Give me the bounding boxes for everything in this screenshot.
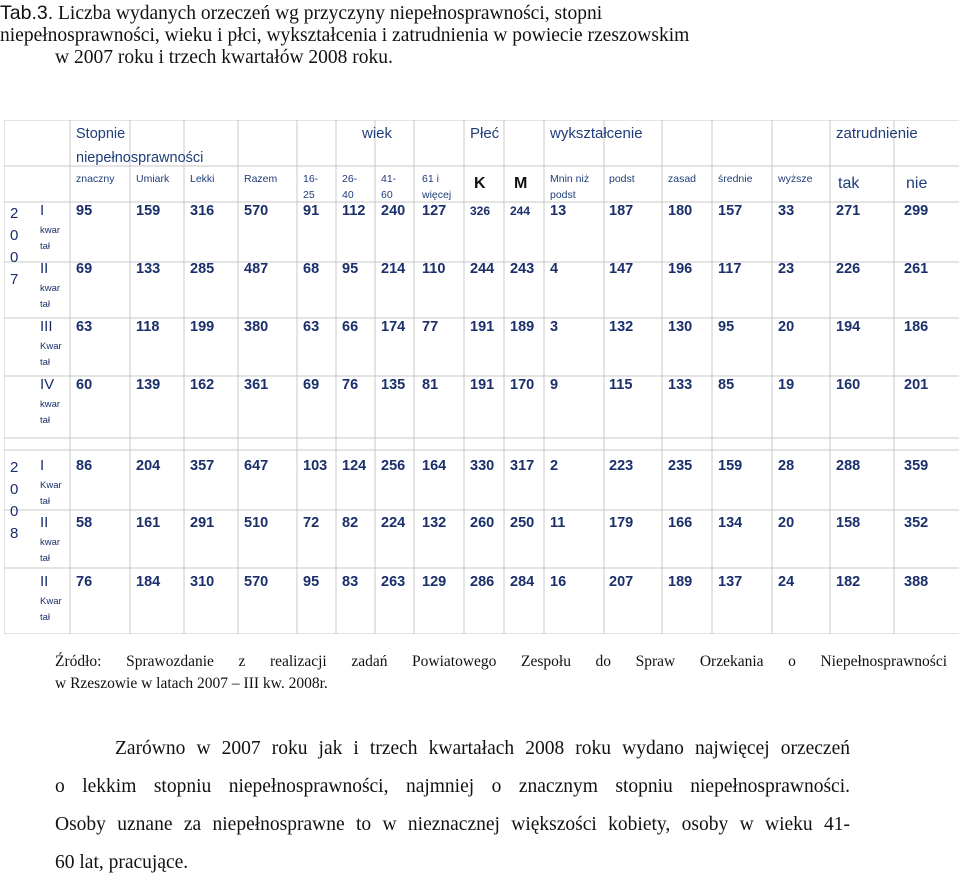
paragraph-line-1: Zarówno w 2007 roku jak i trzech kwartałach 2008 roku wydano najwięcej orzeczeń: [115, 738, 850, 759]
table-cell: 388: [904, 574, 929, 590]
column-header: 60: [381, 189, 393, 201]
table-cell: 76: [76, 574, 93, 590]
table-cell: 16: [550, 574, 567, 590]
caption-line-2: niepełnosprawności, wieku i płci, wykształcenia i zatrudnienia w powiecie rzeszowskim: [0, 25, 690, 46]
table-cell: 284: [510, 574, 535, 590]
table-cell: 288: [836, 458, 861, 474]
table-cell: 147: [609, 261, 634, 277]
quarter-label: kwar: [40, 225, 61, 236]
table-cell: 129: [422, 574, 447, 590]
table-cell: 86: [76, 458, 93, 474]
table-cell: 133: [136, 261, 161, 277]
table-cell: 291: [190, 515, 215, 531]
table-cell: 182: [836, 574, 861, 590]
table-cell: 380: [244, 319, 269, 335]
table-cell: 81: [422, 377, 439, 393]
column-header: Mnin niż: [550, 173, 590, 185]
table-cell: 130: [668, 319, 693, 335]
header-stopnie-line2: niepełnosprawności: [76, 150, 204, 166]
table-cell: 161: [136, 515, 161, 531]
column-header: 61 i: [422, 173, 439, 185]
table-cell: 187: [609, 203, 634, 219]
data-table-image: [4, 120, 959, 634]
table-cell: 170: [510, 377, 535, 393]
column-header: nie: [906, 175, 928, 192]
table-cell: 82: [342, 515, 359, 531]
table-cell: 135: [381, 377, 406, 393]
table-cell: 13: [550, 203, 567, 219]
caption-line-1: [0, 2, 947, 25]
table-cell: 243: [510, 261, 535, 277]
table-cell: 127: [422, 203, 447, 219]
table-cell: 95: [342, 261, 359, 277]
paragraph-line-4: 60 lat, pracujące.: [55, 852, 189, 873]
quarter-label: tał: [40, 241, 51, 252]
body-paragraph: [55, 730, 850, 882]
quarter-label: kwar: [40, 399, 61, 410]
quarter-roman: I: [40, 202, 45, 219]
source-line-2: w Rzeszowie w latach 2007 – III kw. 2008r.: [55, 675, 328, 692]
table-cell: 224: [381, 515, 406, 531]
column-header: Umiark: [136, 173, 170, 185]
quarter-roman: II: [40, 573, 49, 590]
column-header: 40: [342, 189, 354, 201]
table-cell: 174: [381, 319, 406, 335]
year-digit: 0: [10, 503, 19, 520]
table-cell: 72: [303, 515, 320, 531]
table-cell: 11: [550, 515, 566, 531]
table-cell: 299: [904, 203, 929, 219]
table-cell: 647: [244, 458, 269, 474]
table-cell: 214: [381, 261, 406, 277]
table-cell: 235: [668, 458, 693, 474]
table-cell: 23: [778, 261, 795, 277]
table-cell: 487: [244, 261, 269, 277]
data-table: [4, 120, 959, 634]
caption-label: Tab.3.: [0, 2, 54, 24]
caption-line-3: w 2007 roku i trzech kwartałów 2008 roku.: [55, 47, 393, 68]
table-cell: 124: [342, 458, 367, 474]
table-cell: 159: [718, 458, 743, 474]
column-header: 41-: [381, 173, 397, 185]
table-cell: 164: [422, 458, 447, 474]
table-cell: 184: [136, 574, 161, 590]
table-cell: 103: [303, 458, 328, 474]
table-cell: 330: [470, 458, 495, 474]
header-zatrudnienie: zatrudnienie: [836, 125, 918, 142]
column-header: M: [514, 175, 528, 192]
table-cell: 20: [778, 319, 795, 335]
table-cell: 28: [778, 458, 795, 474]
table-cell: 132: [609, 319, 634, 335]
table-cell: 286: [470, 574, 495, 590]
table-cell: 256: [381, 458, 406, 474]
table-cell: 117: [718, 261, 742, 277]
table-cell: 157: [718, 203, 743, 219]
table-cell: 244: [470, 261, 495, 277]
table-cell: 69: [303, 377, 320, 393]
table-cell: 19: [778, 377, 795, 393]
table-cell: 58: [76, 515, 93, 531]
table-cell: 361: [244, 377, 269, 393]
year-digit: 2: [10, 205, 19, 222]
column-header: znaczny: [76, 173, 115, 185]
quarter-label: tał: [40, 357, 51, 368]
table-cell: 76: [342, 377, 359, 393]
column-header: wyższe: [778, 173, 813, 185]
table-cell: 271: [836, 203, 861, 219]
table-cell: 191: [470, 319, 495, 335]
table-cell: 260: [470, 515, 495, 531]
column-header: więcej: [422, 189, 452, 201]
table-cell: 63: [76, 319, 93, 335]
column-header: 25: [303, 189, 315, 201]
table-cell: 115: [609, 377, 633, 393]
table-cell: 83: [342, 574, 359, 590]
table-cell: 189: [510, 319, 535, 335]
quarter-label: kwar: [40, 537, 61, 548]
table-cell: 244: [510, 204, 531, 218]
table-cell: 326: [470, 204, 491, 218]
table-cell: 95: [718, 319, 735, 335]
column-header: tak: [838, 175, 860, 192]
table-cell: 316: [190, 203, 215, 219]
table-cell: 4: [550, 261, 559, 277]
table-cell: 263: [381, 574, 406, 590]
year-digit: 0: [10, 249, 19, 266]
quarter-label: kwar: [40, 283, 61, 294]
table-cell: 134: [718, 515, 743, 531]
table-cell: 91: [303, 203, 320, 219]
quarter-roman: III: [40, 318, 53, 335]
column-header: zasad: [668, 173, 697, 185]
table-cell: 240: [381, 203, 406, 219]
table-cell: 285: [190, 261, 215, 277]
table-cell: 68: [303, 261, 320, 277]
table-cell: 352: [904, 515, 929, 531]
table-cell: 201: [904, 377, 929, 393]
column-header: K: [474, 175, 486, 192]
column-header: 26-: [342, 173, 358, 185]
quarter-label: tał: [40, 553, 51, 564]
quarter-label: tał: [40, 496, 51, 507]
quarter-label: Kwar: [40, 480, 62, 491]
table-cell: 189: [668, 574, 693, 590]
table-cell: 132: [422, 515, 447, 531]
quarter-roman: I: [40, 457, 45, 474]
table-cell: 158: [836, 515, 861, 531]
table-cell: 310: [190, 574, 215, 590]
table-cell: 66: [342, 319, 359, 335]
quarter-label: tał: [40, 612, 51, 623]
table-cell: 207: [609, 574, 634, 590]
table-cell: 159: [136, 203, 161, 219]
table-cell: 77: [422, 319, 439, 335]
year-digit: 8: [10, 525, 19, 542]
table-cell: 95: [76, 203, 93, 219]
column-header: podst: [609, 173, 635, 185]
year-digit: 0: [10, 481, 19, 498]
year-digit: 7: [10, 271, 19, 288]
table-cell: 166: [668, 515, 693, 531]
source-line-1: Źródło: Sprawozdanie z realizacji zadań Powiatowego Zespołu do Spraw Orzekania o Niepełnosprawności: [55, 653, 947, 670]
quarter-roman: II: [40, 260, 49, 277]
table-cell: 63: [303, 319, 320, 335]
table-cell: 110: [422, 261, 446, 277]
quarter-roman: IV: [40, 376, 55, 393]
caption-text-1: Liczba wydanych orzeczeń wg przyczyny niepełnosprawności, stopni: [58, 3, 603, 24]
table-cell: 570: [244, 203, 269, 219]
table-cell: 3: [550, 319, 559, 335]
table-cell: 137: [718, 574, 743, 590]
table-cell: 162: [190, 377, 215, 393]
year-digit: 0: [10, 227, 19, 244]
table-cell: 118: [136, 319, 160, 335]
table-cell: 2: [550, 458, 559, 474]
table-cell: 133: [668, 377, 693, 393]
table-cell: 60: [76, 377, 93, 393]
paragraph-line-2: o lekkim stopniu niepełnosprawności, najmniej o znacznym stopniu niepełnosprawności.: [55, 776, 850, 797]
quarter-label: Kwar: [40, 596, 62, 607]
table-cell: 261: [904, 261, 929, 277]
table-cell: 95: [303, 574, 320, 590]
header-wyksztalcenie: wykształcenie: [550, 125, 643, 142]
table-cell: 196: [668, 261, 693, 277]
quarter-label: Kwar: [40, 341, 62, 352]
column-header: podst: [550, 189, 576, 201]
column-header: Razem: [244, 173, 278, 185]
column-header: 16-: [303, 173, 319, 185]
table-cell: 359: [904, 458, 929, 474]
table-cell: 85: [718, 377, 735, 393]
table-cell: 570: [244, 574, 269, 590]
table-cell: 226: [836, 261, 861, 277]
quarter-roman: II: [40, 514, 49, 531]
table-cell: 160: [836, 377, 861, 393]
table-cell: 510: [244, 515, 269, 531]
table-cell: 186: [904, 319, 929, 335]
header-wiek: wiek: [362, 125, 393, 142]
table-cell: 223: [609, 458, 634, 474]
table-headers: [76, 125, 927, 201]
table-cell: 199: [190, 319, 215, 335]
paragraph-line-3: Osoby uznane za niepełnosprawne to w nieznacznej większości kobiety, osoby w wieku 41-: [55, 814, 850, 835]
table-cell: 179: [609, 515, 634, 531]
table-cell: 20: [778, 515, 795, 531]
table-cell: 204: [136, 458, 161, 474]
quarter-label: tał: [40, 415, 51, 426]
header-stopnie-line1: Stopnie: [76, 126, 126, 142]
quarter-label: tał: [40, 299, 51, 310]
table-cell: 24: [778, 574, 795, 590]
table-cell: 69: [76, 261, 93, 277]
source-note: [55, 651, 947, 695]
table-cell: 191: [470, 377, 495, 393]
table-cell: 112: [342, 203, 366, 219]
table-cell: 9: [550, 377, 559, 393]
table-cell: 357: [190, 458, 215, 474]
table-cell: 317: [510, 458, 535, 474]
table-cell: 250: [510, 515, 535, 531]
table-caption: [0, 2, 947, 69]
table-cell: 194: [836, 319, 861, 335]
table-body: [10, 202, 928, 623]
table-cell: 139: [136, 377, 161, 393]
column-header: średnie: [718, 173, 753, 185]
column-header: Lekki: [190, 173, 215, 185]
header-plec: Płeć: [470, 125, 500, 142]
table-cell: 180: [668, 203, 693, 219]
table-cell: 33: [778, 203, 795, 219]
year-digit: 2: [10, 459, 19, 476]
